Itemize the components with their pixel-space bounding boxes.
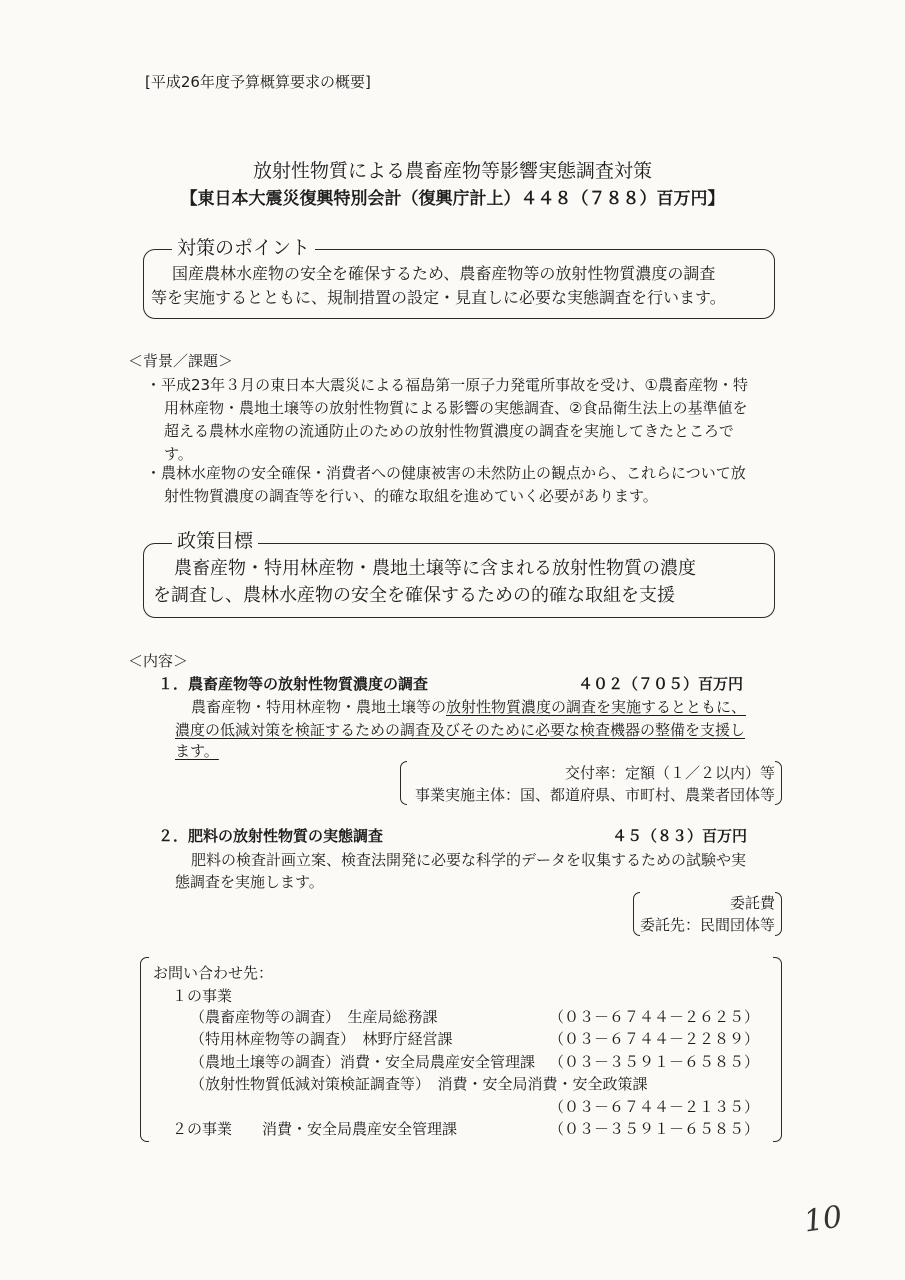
contact-row-label: （特用林産物等の調査） 林野庁経営課 (190, 1030, 453, 1048)
goal-legend: 政策目標 (172, 528, 258, 554)
contact-row-label: （放射性物質低減対策検証調査等） 消費・安全局消費・安全政策課 (190, 1075, 648, 1093)
item1-desc-line-1 (191, 697, 746, 718)
contact-row-phone: （０３－６７４４－２１３５） (549, 1098, 760, 1116)
contact-project-2-phone: （０３－３５９１－６５８５） (549, 1120, 760, 1138)
item1-note-1: 交付率：定額（１／２以内）等 (564, 764, 775, 782)
background-bullet-1-line-4: す。 (164, 445, 193, 463)
item2-desc-line-1: 肥料の検査計画立案、検査法開発に必要な科学的データを収集するための試験や実 (191, 851, 747, 869)
points-line-2: 等を実施するとともに、規制措置の設定・見直しに必要な実態調査を行います。 (151, 288, 726, 307)
background-bullet-1-line-3: 超える農林水産物の流通防止のための放射性物質濃度の調査を実施してきたところで (164, 422, 734, 440)
item1-desc-line-3: ます。 (175, 742, 219, 760)
contact-row-phone: （０３－６７４４－２２８９） (549, 1030, 760, 1048)
contact-row-phone: （０３－３５９１－６５８５） (549, 1053, 760, 1071)
item2-note-2: 委託先：民間団体等 (639, 916, 775, 934)
contact-heading: お問い合わせ先： (153, 964, 274, 982)
item1-note-bracket-left (400, 761, 407, 805)
background-bullet-2-line-1: ・農林水産物の安全確保・消費者への健康被害の未然防止の観点から、これらについて放 (146, 464, 746, 482)
budget-line: 【東日本大震災復興特別会計（復興庁計上）４４８（７８８）百万円】 (180, 189, 725, 209)
contact-bracket-right (773, 957, 782, 1142)
header-tag: [平成26年度予算概算要求の概要] (145, 73, 371, 91)
background-bullet-2-line-2: 射性物質濃度の調査等を行い、的確な取組を進めていく必要があります。 (164, 487, 658, 505)
background-heading: ＜背景／課題＞ (128, 352, 234, 370)
item2-note-bracket-right (775, 892, 782, 936)
item1-desc-line-2: 濃度の低減対策を検証するための調査及びそのために必要な検査機器の整備を支援し (175, 721, 746, 739)
item1-amount: ４０２（７０５）百万円 (578, 675, 744, 693)
goal-line-2: を調査し、農林水産物の安全を確保するための的確な取組を支援 (153, 585, 675, 606)
item1-title: １．農畜産物等の放射性物質濃度の調査 (158, 675, 429, 693)
content-heading: ＜内容＞ (128, 652, 189, 670)
points-legend: 対策のポイント (172, 235, 315, 261)
item2-title: ２．肥料の放射性物質の実態調査 (158, 827, 384, 845)
item2-desc-line-2: 態調査を実施します。 (175, 873, 324, 891)
contact-project-1: １の事業 (172, 987, 233, 1005)
points-line-1: 国産農林水産物の安全を確保するため、農畜産物等の放射性物質濃度の調査 (172, 264, 716, 283)
background-bullet-1-line-1: ・平成23年３月の東日本大震災による福島第一原子力発電所事故を受け、①農畜産物・特 (146, 376, 748, 394)
contact-project-2: ２の事業 消費・安全局農産安全管理課 (172, 1120, 458, 1138)
page-number: 10 (801, 1199, 845, 1240)
background-bullet-1-line-2: 用林産物・農地土壌等の放射性物質による影響の実態調査、②食品衛生法上の基準値を (164, 399, 748, 417)
contact-row-phone: （０３－６７４４－２６２５） (549, 1008, 760, 1026)
contact-bracket-left (140, 957, 149, 1142)
contact-row-label: （農畜産物等の調査） 生産局総務課 (190, 1008, 438, 1026)
item2-note-bracket-left (633, 892, 640, 936)
page-title: 放射性物質による農畜産物等影響実態調査対策 (252, 160, 652, 182)
item1-note-bracket-right (775, 761, 782, 805)
item1-note-2: 事業実施主体：国、都道府県、市町村、農業者団体等 (414, 786, 775, 804)
contact-row-label: （農地土壌等の調査）消費・安全局農産安全管理課 (190, 1053, 536, 1071)
goal-line-1: 農畜産物・特用林産物・農地土壌等に含まれる放射性物質の濃度 (174, 558, 696, 579)
item2-amount: ４５（８３）百万円 (612, 827, 748, 845)
item1-desc-line-1a: 農畜産物・特用林産物・農地土壌等の (191, 698, 447, 716)
item2-note-1: 委託費 (729, 894, 775, 912)
item1-desc-line-1b: 放射性物質濃度の調査を実施するとともに、 (446, 698, 747, 716)
